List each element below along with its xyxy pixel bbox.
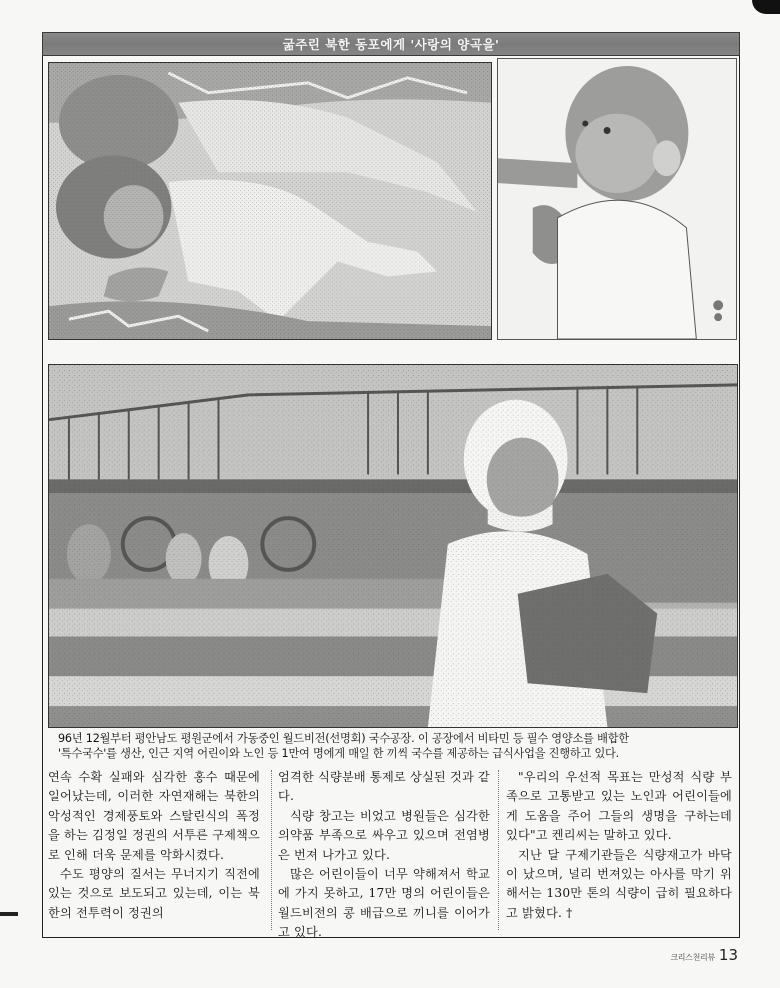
column-divider — [498, 770, 499, 930]
caption-line-2: '특수국수'를 생산, 인근 지역 어린이와 노인 등 1만여 명에게 매일 한 끼씩 국수를 제공하는 급식사업을 진행하고 있다. — [58, 746, 620, 760]
paragraph: 엄격한 식량분배 통제로 상실된 것과 같다. — [278, 770, 490, 804]
article-column-2 — [278, 768, 490, 943]
photo-emaciated-children — [48, 62, 492, 340]
caption-line-1: 96년 12월부터 평안남도 평원군에서 가동중인 월드비전(선명회) 국수공장. 이 공장에서 비타민 등 필수 영양소를 배합한 — [58, 732, 629, 745]
paragraph: 연속 수확 실패와 심각한 홍수 때문에 일어났는데, 이러한 자연재해는 북한의 악성적인 경제풍토와 스탈린식의 폭정을 하는 김정일 정권의 서투른 구제책으로 인해 더욱 문제를 악화시켰다. — [48, 770, 260, 862]
scan-edge-shadow — [752, 0, 780, 14]
article-column-3 — [506, 768, 732, 923]
photo-noodle-factory — [48, 364, 738, 728]
section-title: 굶주린 북한 동포에게 '사랑의 양곡을' — [282, 37, 500, 52]
magazine-name: 크리스천리뷰 — [670, 953, 715, 962]
photo-infant — [497, 58, 737, 340]
photo-caption — [58, 732, 738, 761]
paragraph: "우리의 우선적 목표는 만성적 식량 부족으로 고통받고 있는 노인과 어린이들에게 도움을 주어 그들의 생명을 구하는데 있다"고 켄리씨는 말하고 있다. — [506, 770, 732, 843]
paragraph: 식량 창고는 비었고 병원들은 심각한 의약품 부족으로 싸우고 있으며 전염병은 번져 나가고 있다. — [278, 808, 490, 862]
scan-edge-mark — [0, 912, 18, 916]
article-column-1 — [48, 768, 260, 923]
photo-noodle-factory-image — [49, 365, 737, 727]
paragraph: 많은 어린이들이 너무 약해져서 학교에 가지 못하고, 17만 명의 어린이들은 월드비전의 콩 배급으로 끼니를 이어가고 있다. — [278, 867, 490, 940]
paragraph: 수도 평양의 질서는 무너지기 직전에 있는 것으로 보도되고 있는데, 이는 북한의 전투력이 정권의 — [48, 867, 260, 920]
page-number: 13 — [718, 946, 738, 964]
page-footer — [670, 946, 738, 964]
section-title-bar — [42, 32, 740, 56]
column-divider — [271, 770, 272, 930]
paragraph: 지난 달 구제기관들은 식량재고가 바닥이 났으며, 널리 번져있는 아사를 막기 위해서는 130만 톤의 식량이 급히 필요하다고 밝혔다. † — [506, 847, 732, 920]
photo-infant-image — [498, 59, 736, 339]
photo-emaciated-children-image — [49, 63, 491, 339]
